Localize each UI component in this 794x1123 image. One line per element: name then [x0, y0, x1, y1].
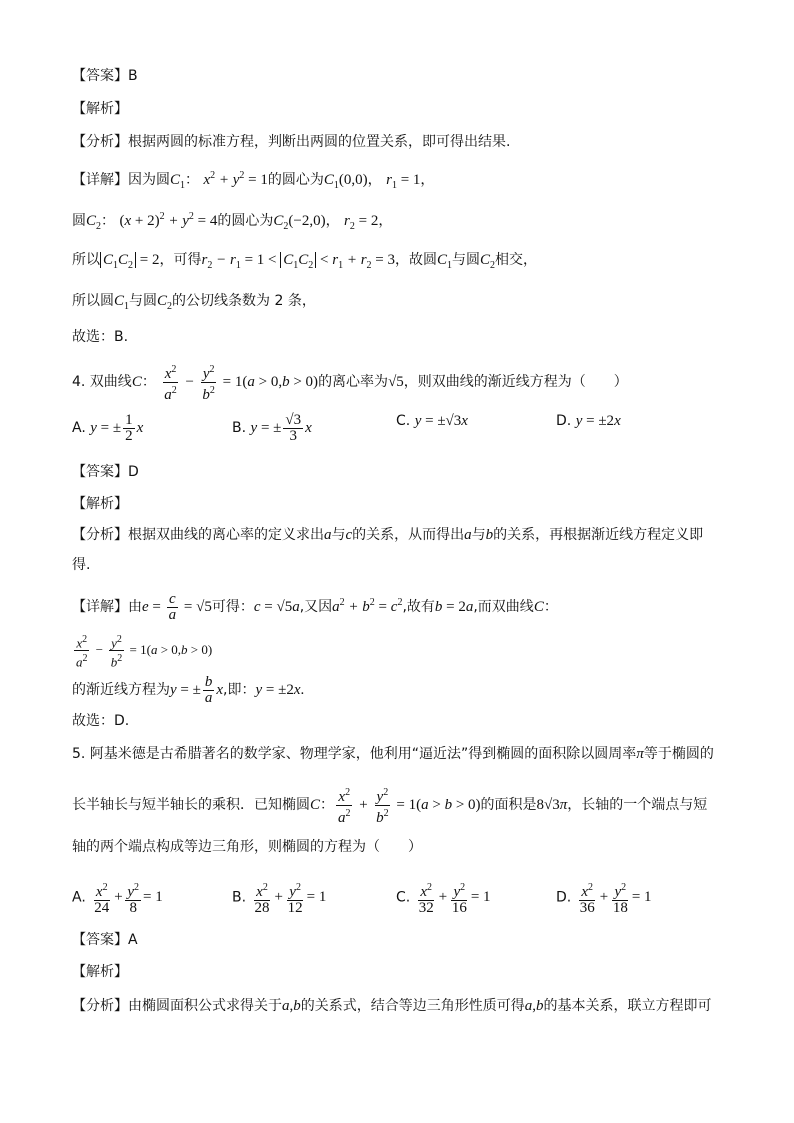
option-4a: A. y = ± $\frac{1}{2}$ x: [72, 412, 144, 444]
option-5d: D. $\frac{x^2}{36}$ + $\frac{y^2}{18}$ = 1: [556, 882, 652, 916]
option-5b: B. $\frac{x^2}{28}$ + $\frac{y^2}{12}$ = 1: [232, 882, 327, 916]
detail-3-line2: 圆$C_2$： $(x + 2)^2 + y^2 = 4$的圆心为$C_2(-2,0)$， $r_2 = 2$，: [72, 211, 393, 232]
option-4c: C. y = ±√3x: [396, 413, 468, 429]
analysis-5: 【分析】由椭圆面积公式求得关于a,b的关系式，结合等边三角形性质可得a,b的基本关系，联立方程即可: [72, 998, 712, 1014]
answer-3: 【答案】B: [72, 68, 138, 84]
choose-4: 故选：D.: [72, 713, 130, 729]
detail-3-line3: 所以 $C_1C_2 = 2$，可得$r_2 - r_1 = 1 < C_1C_2 < r_1 + r_2 = 3$，故圆$C_1$与圆$C_2$相交，: [72, 252, 538, 271]
analysis-3: 【分析】根据两圆的标准方程，判断出两圆的位置关系，即可得出结果.: [72, 134, 511, 150]
option-5c: C. $\frac{x^2}{32}$ + $\frac{y^2}{16}$ = 1: [396, 882, 491, 916]
question-4: 4. 双曲线C： $\frac{x^2}{a^2}$ − $\frac{y^2}{b^2}$ = 1(a > 0,b > 0)的离心率为√5，则双曲线的渐近线方程为（ ）: [72, 364, 628, 403]
analysis-heading-3: 【解析】: [72, 101, 128, 117]
answer-5: 【答案】A: [72, 932, 138, 948]
option-4b: B. y = ± $\frac{√3}{3}$ x: [232, 412, 312, 444]
detail-3-line1: 【详解】因为圆$C_1$： $x^2 + y^2 = 1$的圆心为$C_1(0,0)$， $r_1 = 1$，: [72, 170, 435, 191]
detail-4-line2: $\frac{x^2}{a^2}$ − $\frac{y^2}{b^2}$ = 1(a > 0,b > 0): [76, 634, 213, 670]
analysis-heading-4: 【解析】: [72, 496, 128, 512]
detail-4-line1: 【详解】由e = $\frac{c}{a}$ = √5可得：c = √5a,又因$a^2 + b^2 = c^2$,故有b = 2a,而双曲线C：: [72, 591, 558, 623]
analysis-heading-5: 【解析】: [72, 964, 128, 980]
detail-3-line4: 所以圆$C_1$与圆$C_2$的公切线条数为 2 条，: [72, 293, 316, 312]
option-5a: A. $\frac{x^2}{24}$ + $\frac{y^2}{8}$ = 1: [72, 882, 163, 916]
analysis-4-line1: 【分析】根据双曲线的离心率的定义求出a与c的关系，从而得出a与b的关系，再根据渐近线方程定义即: [72, 527, 704, 543]
question-5-line2: 长半轴长与短半轴长的乘积．已知椭圆C： $\frac{x^2}{a^2}$ + $\frac{y^2}{b^2}$ = 1(a > b > 0)的面积是8√3π，长轴的一个端点与短: [72, 787, 708, 826]
detail-4-line3: 的渐近线方程为y = ± $\frac{b}{a}$ x,即：y = ±2x.: [72, 674, 305, 706]
analysis-4-line2: 得.: [72, 557, 91, 573]
choose-3: 故选：B.: [72, 329, 129, 345]
question-5-line1: 5. 阿基米德是古希腊著名的数学家、物理学家，他利用“逼近法”得到椭圆的面积除以圆周率π等于椭圆的: [72, 746, 714, 762]
question-5-line3: 轴的两个端点构成等边三角形，则椭圆的方程为（ ）: [72, 839, 422, 855]
option-4d: D. y = ±2x: [556, 413, 621, 429]
answer-4: 【答案】D: [72, 464, 139, 480]
